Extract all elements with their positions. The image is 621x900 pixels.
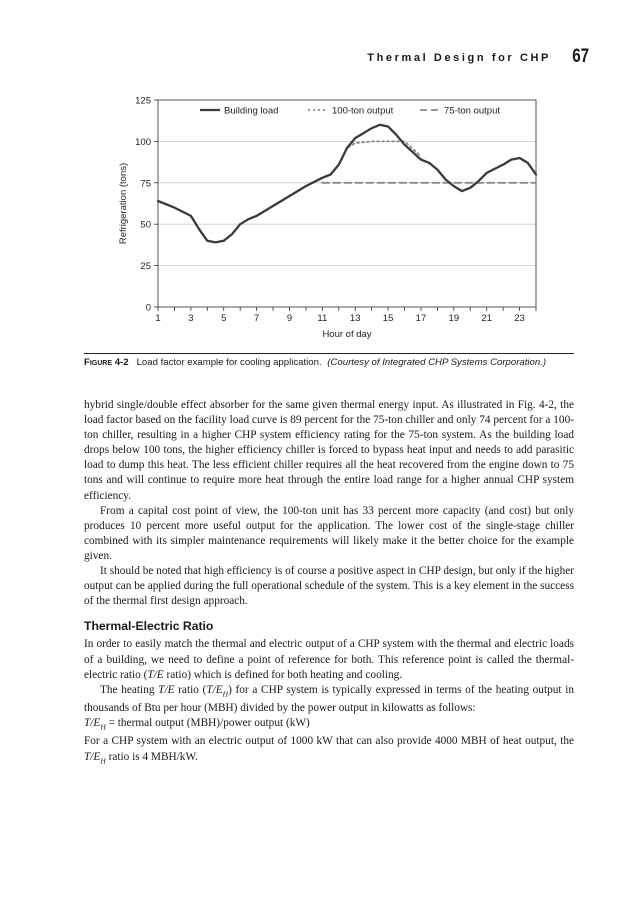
legend-label: Building load bbox=[224, 105, 279, 117]
figure-credit: (Courtesy of Integrated CHP Systems Corporation.) bbox=[327, 357, 547, 368]
x-tick-label: 7 bbox=[253, 313, 260, 324]
x-axis-label: Hour of day bbox=[322, 329, 372, 340]
figure-caption bbox=[84, 353, 574, 370]
paragraph-2: From a capital cost point of view, the 100-ton unit has 33 percent more capacity (and cost) but only produces 10 percent more useful output for the application. The lower cost of the single-stage chiller combined with its simpler maintenance requirements will likely make it the better choice for the example given. bbox=[84, 504, 574, 562]
paragraph-3: It should be noted that high efficiency is of course a positive aspect in CHP design, but only if the higher output can be applied during the full operational schedule of the system. This is a key element in the success of the thermal first design approach. bbox=[84, 565, 574, 608]
x-tick-label: 9 bbox=[286, 313, 293, 324]
load-factor-chart bbox=[100, 88, 550, 343]
paragraph-6: For a CHP system with an electric output of 1000 kW that can also provide 4000 MBH of heat output, the $T/E_H$ ratio is 4 MBH/kW. bbox=[84, 735, 574, 765]
body-text bbox=[84, 398, 574, 768]
x-tick-label: 11 bbox=[317, 313, 328, 324]
equation: $T/E_H$ = thermal output (MBH)/power output (kW) bbox=[84, 717, 310, 732]
x-tick-label: 3 bbox=[188, 313, 194, 324]
page-number: 67 bbox=[572, 46, 589, 67]
y-tick-label: 75 bbox=[140, 178, 151, 190]
figure-text: Load factor example for cooling application. bbox=[136, 357, 322, 368]
x-tick-label: 21 bbox=[481, 313, 492, 324]
x-tick-label: 23 bbox=[514, 313, 525, 324]
x-tick-label: 13 bbox=[349, 313, 361, 324]
x-tick-label: 15 bbox=[382, 313, 394, 324]
x-tick-label: 19 bbox=[448, 313, 460, 324]
x-tick-label: 17 bbox=[415, 313, 427, 324]
legend-label: 100-ton output bbox=[332, 105, 394, 117]
figure-label: Figure 4-2 bbox=[84, 357, 129, 368]
y-tick-label: 0 bbox=[145, 302, 151, 314]
section-heading: Thermal-Electric Ratio bbox=[84, 619, 214, 634]
y-tick-label: 125 bbox=[135, 95, 151, 107]
series-line-100-ton-output bbox=[339, 141, 421, 164]
x-tick-label: 5 bbox=[221, 313, 227, 324]
paragraph-5: The heating T/E ratio $(T/E_H)$ for a CHP system is typically expressed in terms of the heating output in thousands of Btu per hour (MBH) divided by the power output in kilowatts as follows: bbox=[84, 683, 574, 715]
x-tick-label: 1 bbox=[155, 313, 161, 324]
paragraph-4: In order to easily match the thermal and electric output of a CHP system with the thermal and electric loads of a building, we need to define a point of reference for both. This reference point is called the thermal-electric ratio (T/E ratio) which is defined for both heating and cooling. bbox=[84, 638, 574, 681]
y-tick-label: 25 bbox=[140, 261, 151, 273]
y-tick-label: 100 bbox=[135, 136, 151, 148]
running-title: Thermal Design for CHP bbox=[367, 52, 551, 64]
page-header bbox=[84, 46, 589, 70]
plot-frame bbox=[158, 100, 536, 307]
paragraph-1: hybrid single/double effect absorber for the same given thermal energy input. As illustrated in Fig. 4-2, the load factor based on the facility load curve is 89 percent for the 75-ton chiller and only 74 percent for a 100-ton chiller, resulting in a higher CHP system efficiency rating for the 75-ton system. As the building load drops below 100 tons, the higher efficiency chiller is forced to bypass heat input and needs to add parasitic load to dump this heat. The less efficient chiller requires all the heat recovered from the engine down to 75 tons and will continue to require more heat through the entire load range for a higher annual CHP system efficiency. bbox=[84, 399, 574, 502]
y-tick-label: 50 bbox=[140, 219, 151, 231]
legend-label: 75-ton output bbox=[444, 105, 500, 117]
y-axis-label: Refrigeration (tons) bbox=[118, 162, 129, 245]
